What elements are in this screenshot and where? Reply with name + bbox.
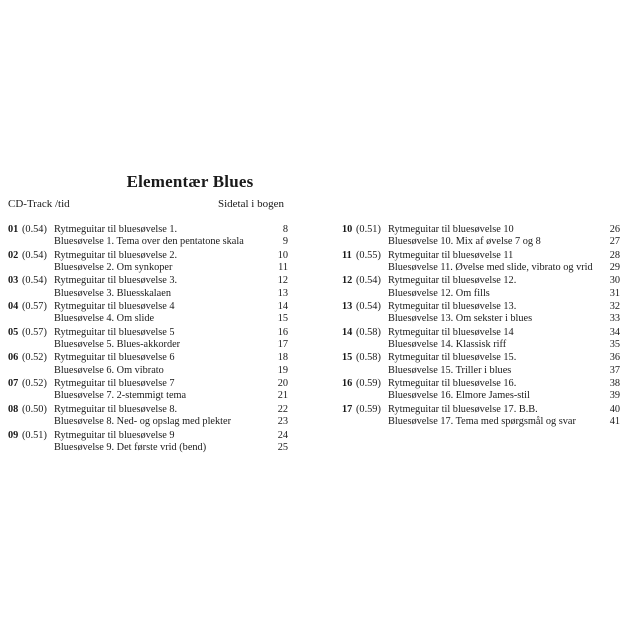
track-title-rhythm: Rytmeguitar til bluesøvelse 8.: [54, 403, 178, 415]
track-duration: (0.54): [356, 301, 381, 313]
page-number: 27: [609, 236, 620, 248]
track-number: 11: [342, 249, 352, 261]
track-number: 09: [8, 429, 19, 441]
track-line-rhythm: [342, 404, 620, 416]
track-number: 10: [342, 224, 353, 235]
track-line-rhythm: [342, 301, 620, 313]
column-header-track-time: CD-Track /tid: [8, 198, 70, 210]
track-duration: (0.54): [22, 224, 47, 235]
track-line-exercise: [8, 416, 288, 428]
page-number: 23: [277, 416, 288, 427]
page-number: 24: [277, 429, 288, 441]
track-line-rhythm: [8, 301, 288, 313]
track-title-exercise: Bluesøvelse 11. Øvelse med slide, vibrato og vrid: [388, 261, 593, 273]
page-number: 22: [277, 403, 288, 415]
track-number: 02: [8, 249, 19, 261]
track-number: 07: [8, 378, 19, 390]
track-line-rhythm: [8, 275, 288, 287]
track-title-exercise: Bluesøvelse 12. Om fills: [388, 287, 490, 299]
track-entry: [8, 327, 288, 353]
track-number: 17: [342, 403, 353, 415]
track-list-left: [8, 224, 288, 455]
track-title-rhythm: Rytmeguitar til bluesøvelse 15.: [388, 352, 517, 364]
track-line-rhythm: [342, 378, 620, 390]
track-duration: (0.54): [22, 249, 47, 261]
document-title: Elementær Blues: [126, 172, 254, 191]
track-list-right: [342, 224, 620, 430]
track-line-rhythm: [8, 378, 288, 390]
track-entry: [342, 275, 620, 301]
track-title-rhythm: Rytmeguitar til bluesøvelse 14: [388, 326, 514, 338]
track-line-rhythm: [8, 250, 288, 262]
track-line-exercise: [342, 236, 620, 248]
track-entry: [8, 404, 288, 430]
track-number: 08: [8, 403, 19, 415]
track-title-rhythm: Rytmeguitar til bluesøvelse 5: [54, 326, 175, 338]
track-title-exercise: Bluesøvelse 7. 2-stemmigt tema: [54, 390, 187, 402]
track-line-rhythm: [342, 352, 620, 364]
track-line-rhythm: [8, 224, 288, 236]
track-line-exercise: [342, 416, 620, 428]
track-number: 04: [8, 301, 19, 313]
track-title-rhythm: Rytmeguitar til bluesøvelse 1.: [54, 224, 178, 235]
page-number: 40: [609, 403, 620, 415]
track-line-rhythm: [342, 250, 620, 262]
track-entry: [8, 430, 288, 456]
track-title-rhythm: Rytmeguitar til bluesøvelse 7: [54, 378, 175, 390]
page-number: 25: [277, 441, 288, 453]
track-line-exercise: [342, 313, 620, 325]
track-title-rhythm: Rytmeguitar til bluesøvelse 11: [388, 249, 514, 261]
page-number: 20: [277, 378, 288, 390]
track-title-exercise: Bluesøvelse 15. Triller i blues: [388, 364, 512, 376]
page-number: 21: [277, 390, 288, 402]
track-entry: [8, 224, 288, 250]
page-number: 33: [609, 313, 620, 325]
track-title-rhythm: Rytmeguitar til bluesøvelse 6: [54, 352, 175, 364]
page-number: 29: [609, 261, 620, 273]
track-title-exercise: Bluesøvelse 9. Det første vrid (bend): [54, 441, 207, 453]
track-number: 16: [342, 378, 353, 390]
track-duration: (0.52): [22, 378, 47, 390]
page-number: 41: [609, 416, 620, 427]
track-line-exercise: [342, 339, 620, 351]
track-line-exercise: [8, 390, 288, 402]
page-number: 19: [277, 364, 288, 376]
track-entry: [342, 250, 620, 276]
track-number: 03: [8, 275, 19, 287]
track-number: 12: [342, 275, 353, 287]
track-line-exercise: [8, 262, 288, 274]
page-number: 11: [278, 261, 288, 273]
track-line-rhythm: [8, 430, 288, 442]
track-line-exercise: [8, 442, 288, 454]
track-entry: [8, 301, 288, 327]
track-duration: (0.59): [356, 378, 381, 390]
track-title-rhythm: Rytmeguitar til bluesøvelse 3.: [54, 275, 178, 287]
track-entry: [8, 250, 288, 276]
track-number: 01: [8, 224, 19, 235]
track-duration: (0.54): [356, 275, 381, 287]
track-entry: [342, 404, 620, 430]
track-title-rhythm: Rytmeguitar til bluesøvelse 17. B.B.: [388, 403, 538, 415]
track-line-rhythm: [8, 404, 288, 416]
track-number: 13: [342, 301, 353, 313]
track-title-rhythm: Rytmeguitar til bluesøvelse 9: [54, 429, 175, 441]
track-title-exercise: Bluesøvelse 2. Om synkoper: [54, 261, 173, 273]
track-duration: (0.55): [356, 249, 381, 261]
page-number: 10: [277, 249, 288, 261]
track-title-rhythm: Rytmeguitar til bluesøvelse 12.: [388, 275, 517, 287]
track-title-exercise: Bluesøvelse 6. Om vibrato: [54, 364, 164, 376]
track-title-exercise: Bluesøvelse 17. Tema med spørgsmål og svar: [388, 416, 576, 427]
track-line-exercise: [8, 313, 288, 325]
track-duration: (0.51): [356, 224, 381, 235]
track-title-exercise: Bluesøvelse 14. Klassisk riff: [388, 338, 507, 350]
track-title-exercise: Bluesøvelse 10. Mix af øvelse 7 og 8: [388, 236, 541, 248]
page-number: 38: [609, 378, 620, 390]
track-entry: [342, 301, 620, 327]
track-line-rhythm: [342, 224, 620, 236]
track-entry: [8, 275, 288, 301]
track-title-exercise: Bluesøvelse 5. Blues-akkorder: [54, 338, 181, 350]
track-title-rhythm: Rytmeguitar til bluesøvelse 10: [388, 224, 514, 235]
track-duration: (0.58): [356, 352, 381, 364]
page-number: 8: [282, 224, 288, 235]
track-title-rhythm: Rytmeguitar til bluesøvelse 16.: [388, 378, 517, 390]
track-number: 15: [342, 352, 353, 364]
track-duration: (0.54): [22, 275, 47, 287]
track-line-exercise: [8, 288, 288, 300]
track-duration: (0.58): [356, 326, 381, 338]
track-line-exercise: [342, 288, 620, 300]
track-duration: (0.51): [22, 429, 47, 441]
page-number: 16: [277, 326, 288, 338]
track-line-exercise: [342, 365, 620, 377]
page-number: 39: [609, 390, 620, 402]
track-title-exercise: Bluesøvelse 1. Tema over den pentatone skala: [54, 236, 244, 248]
track-title-exercise: Bluesøvelse 16. Elmore James-stil: [388, 390, 530, 402]
track-number: 14: [342, 326, 353, 338]
page-number: 15: [277, 313, 288, 325]
track-entry: [8, 378, 288, 404]
track-title-exercise: Bluesøvelse 4. Om slide: [54, 313, 155, 325]
page-number: 9: [282, 236, 288, 248]
track-duration: (0.57): [22, 326, 47, 338]
track-duration: (0.52): [22, 352, 47, 364]
track-entry: [342, 224, 620, 250]
track-duration: (0.57): [22, 301, 47, 313]
track-duration: (0.50): [22, 403, 47, 415]
track-line-exercise: [8, 236, 288, 248]
page-number: 36: [609, 352, 620, 364]
track-entry: [8, 352, 288, 378]
track-duration: (0.59): [356, 403, 381, 415]
track-line-exercise: [342, 262, 620, 274]
track-title-rhythm: Rytmeguitar til bluesøvelse 4: [54, 301, 175, 313]
page-number: 13: [277, 287, 288, 299]
page-number: 37: [609, 364, 620, 376]
column-header-page: Sidetal i bogen: [218, 198, 284, 210]
track-title-exercise: Bluesøvelse 3. Bluesskalaen: [54, 287, 171, 299]
page-number: 34: [609, 326, 620, 338]
page-number: 35: [609, 338, 620, 350]
page-number: 18: [277, 352, 288, 364]
track-line-exercise: [342, 390, 620, 402]
track-title-exercise: Bluesøvelse 8. Ned- og opslag med plekter: [54, 416, 232, 427]
page-number: 32: [609, 301, 620, 313]
page-number: 14: [277, 301, 288, 313]
track-entry: [342, 352, 620, 378]
page-number: 31: [609, 287, 620, 299]
track-number: 05: [8, 326, 19, 338]
track-line-rhythm: [342, 275, 620, 287]
page-number: 26: [609, 224, 620, 235]
track-title-rhythm: Rytmeguitar til bluesøvelse 13.: [388, 301, 517, 313]
page-number: 17: [277, 338, 288, 350]
track-entry: [342, 327, 620, 353]
track-entry: [342, 378, 620, 404]
page-number: 30: [609, 275, 620, 287]
page-number: 28: [609, 249, 620, 261]
track-line-exercise: [8, 365, 288, 377]
track-title-exercise: Bluesøvelse 13. Om sekster i blues: [388, 313, 533, 325]
track-number: 06: [8, 352, 19, 364]
track-title-rhythm: Rytmeguitar til bluesøvelse 2.: [54, 249, 178, 261]
track-line-rhythm: [342, 327, 620, 339]
track-line-rhythm: [8, 327, 288, 339]
track-line-rhythm: [8, 352, 288, 364]
page-number: 12: [277, 275, 288, 287]
track-line-exercise: [8, 339, 288, 351]
